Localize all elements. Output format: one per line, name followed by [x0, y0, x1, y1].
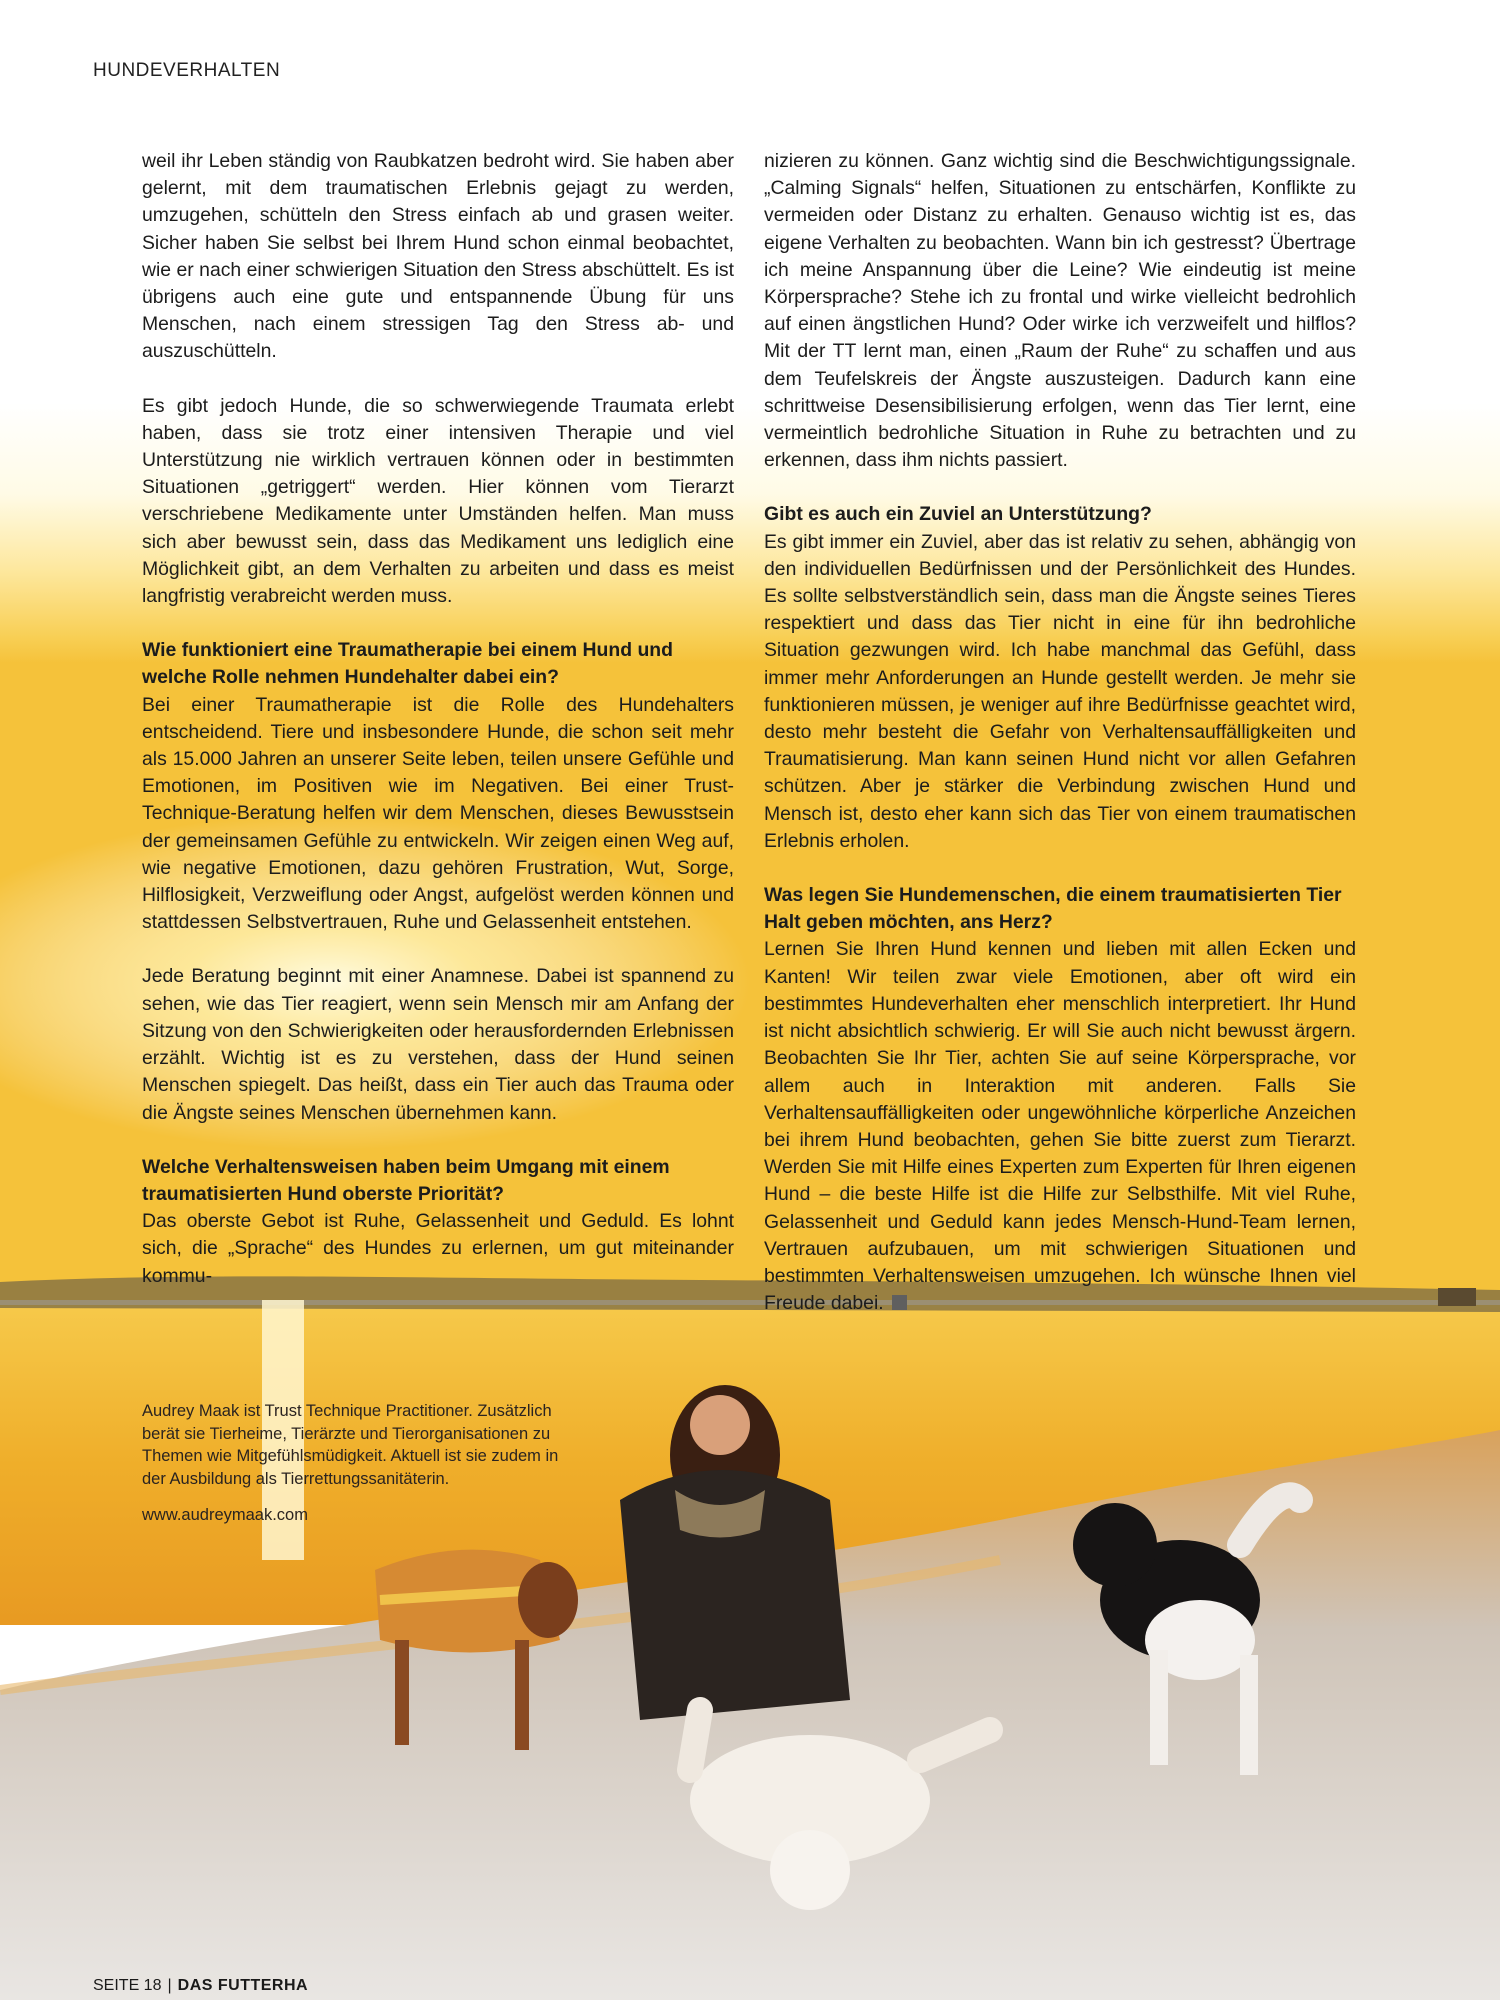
question-heading: Was legen Sie Hundemenschen, die einem traumatisierten Tier Halt geben möchten, ans Herz? [764, 884, 1342, 934]
footer-separator: | [167, 1977, 172, 1994]
paragraph: nizieren zu können. Ganz wichtig sind die Beschwichtigungssignale. „Calming Signals“ helfen, Situationen zu entschärfen, Konflikte zu vermeiden oder Distanz zu erhalten. Genauso wichtig ist es, das eigene Verhalten zu beobachten. Wann bin ich gestresst? Übertrage ich meine Anspannung über die Leine? Wie eindeutig ist meine Körpersprache? Stehe ich zu frontal und wirke vielleicht bedrohlich auf einen ängstlichen Hund? Oder wirke ich verzweifelt und hilflos? Mit der TT lernt man, einen „Raum der Ruhe“ zu schaffen und aus dem Teufelskreis der Ängste auszusteigen. Dadurch kann eine schrittweise Desensibilisierung erfolgen, wenn das Tier lernt, eine vermeintlich bedrohliche Situation in Ruhe zu betrachten und zu erkennen, dass ihm nichts passiert. [764, 150, 1356, 472]
paragraph: Das oberste Gebot ist Ruhe, Gelassenheit und Geduld. Es lohnt sich, die „Sprache“ des Hundes zu erlernen, um gut miteinander kommu- [142, 1210, 734, 1287]
question-heading: Gibt es auch ein Zuviel an Unterstützung? [764, 503, 1152, 526]
question-heading: Wie funktioniert eine Traumatherapie bei einem Hund und welche Rolle nehmen Hundehalter dabei ein? [142, 639, 673, 689]
author-website-link[interactable]: www.audreymaak.com [142, 1506, 308, 1524]
magazine-name: DAS FUTTERHA [177, 1977, 309, 1994]
closing-text: Lernen Sie Ihren Hund kennen und lieben mit allen Ecken und Kanten! Wir teilen zwar viele Emotionen, aber oft wird ein bestimmtes Hundeverhalten eher menschlich interpretiert. Ihr Hund ist nicht absichtlich schwierig. Er will Sie auch nicht bewusst ärgern. Beobachten Sie Ihr Tier, achten Sie auf seine Körpersprache, vor allem auch in Interaktion mit anderen. Falls Sie Verhaltensauffälligkeiten oder ungewöhnliche körperliche Anzeichen bei ihrem Hund beobachten, gehen Sie bitte zuerst zum Tierarzt. Werden Sie mit Hilfe eines Experten zum Experten für Ihren eigenen Hund – die beste Hilfe ist die Hilfe zur Selbsthilfe. Mit viel Ruhe, Gelassenheit und Geduld kann jedes Mensch-Hund-Team lernen, Vertrauen aufzubauen, um mit schwierigen Situationen und bestimmten Verhaltensweisen umzugehen. Ich wünsche Ihnen viel Freude dabei. [764, 938, 1356, 1315]
end-of-article-icon [892, 1295, 907, 1310]
author-bio: Audrey Maak ist Trust Technique Practitioner. Zusätzlich berät sie Tierheime, Tierärzte und Tierorganisationen zu Themen wie Mitgefühlsmüdigkeit. Aktuell ist sie zudem in der Ausbildung als Tierrettungssanitäterin. [142, 1402, 559, 1488]
article-left-column [142, 148, 734, 1290]
page-number: SEITE 18 [93, 1977, 162, 1994]
section-label: HUNDEVERHALTEN [93, 60, 281, 81]
closing-paragraph [764, 936, 1356, 1317]
page-footer [93, 1977, 308, 1995]
paragraph: Es gibt jedoch Hunde, die so schwerwiegende Traumata erlebt haben, dass sie trotz einer intensiven Therapie und viel Unterstützung nie wirklich vertrauen können oder in bestimmten Situationen „getriggert“ werden. Hier können vom Tierarzt verschriebene Medikamente unter Umständen helfen. Man muss sich aber bewusst sein, dass das Medikament uns lediglich eine Möglichkeit gibt, an dem Verhalten zu arbeiten und dass es meist langfristig verabreicht werden muss. [142, 394, 734, 608]
paragraph: Bei einer Traumatherapie ist die Rolle des Hundehalters entscheidend. Tiere und insbesondere Hunde, die schon seit mehr als 15.000 Jahren an unserer Seite leben, teilen unsere Gefühle und Emotionen, im Positiven wie im Negativen. Bei einer Trust-Technique-Beratung helfen wir dem Menschen, dieses Bewusstsein der gemeinsamen Gefühle zu entwickeln. Wir zeigen einen Weg auf, wie negative Emotionen, dazu gehören Frustration, Wut, Sorge, Hilflosigkeit, Verzweiflung oder Angst, aufgelöst werden können und stattdessen Selbstvertrauen, Ruhe und Gelassenheit entstehen. [142, 693, 734, 934]
article-right-column [764, 148, 1356, 1317]
paragraph: weil ihr Leben ständig von Raubkatzen bedroht wird. Sie haben aber gelernt, mit dem traumatischen Erlebnis gejagt zu werden, umzugehen, schütteln den Stress einfach ab und grasen weiter. Sicher haben Sie selbst bei Ihrem Hund schon einmal beobachtet, wie er nach einer schwierigen Situation den Stress abschüttelt. Es ist übrigens auch eine gute und entspannende Übung für uns Menschen, nach einem stressigen Tag den Stress ab- und auszuschütteln. [142, 150, 734, 363]
photo-caption [142, 1400, 572, 1527]
paragraph: Jede Beratung beginnt mit einer Anamnese. Dabei ist spannend zu sehen, wie das Tier reagiert, wenn sein Mensch mir am Anfang der Sitzung von den Schwierigkeiten oder herausfordernden Erlebnissen erzählt. Wichtig ist es zu verstehen, dass der Hund seinen Menschen spiegelt. Das heißt, dass ein Tier auch das Trauma oder die Ängste seines Menschen übernehmen kann. [142, 965, 734, 1124]
question-heading: Welche Verhaltensweisen haben beim Umgang mit einem traumatisierten Hund oberste Priorität? [142, 1155, 670, 1205]
paragraph: Es gibt immer ein Zuviel, aber das ist relativ zu sehen, abhängig von den individuellen Bedürfnissen und der Persönlichkeit des Hundes. Es sollte selbstverständlich sein, dass man die Ängste seines Tieres respektiert und dass das Tier nicht in eine für ihn bedrohliche Situation gezwungen wird. Ich habe manchmal das Gefühl, dass immer mehr Anforderungen an Hunde gestellt werden. Je mehr sie funktionieren müssen, je weniger auf ihre Bedürfnisse geachtet wird, desto mehr besteht die Gefahr von Verhaltensauffälligkeiten und Traumatisierung. Man kann seinen Hund nicht vor allen Gefahren schützen. Aber je stärker die Verbindung zwischen Hund und Mensch ist, desto eher kann sich das Tier von einem traumatischen Erlebnis erholen. [764, 530, 1356, 852]
